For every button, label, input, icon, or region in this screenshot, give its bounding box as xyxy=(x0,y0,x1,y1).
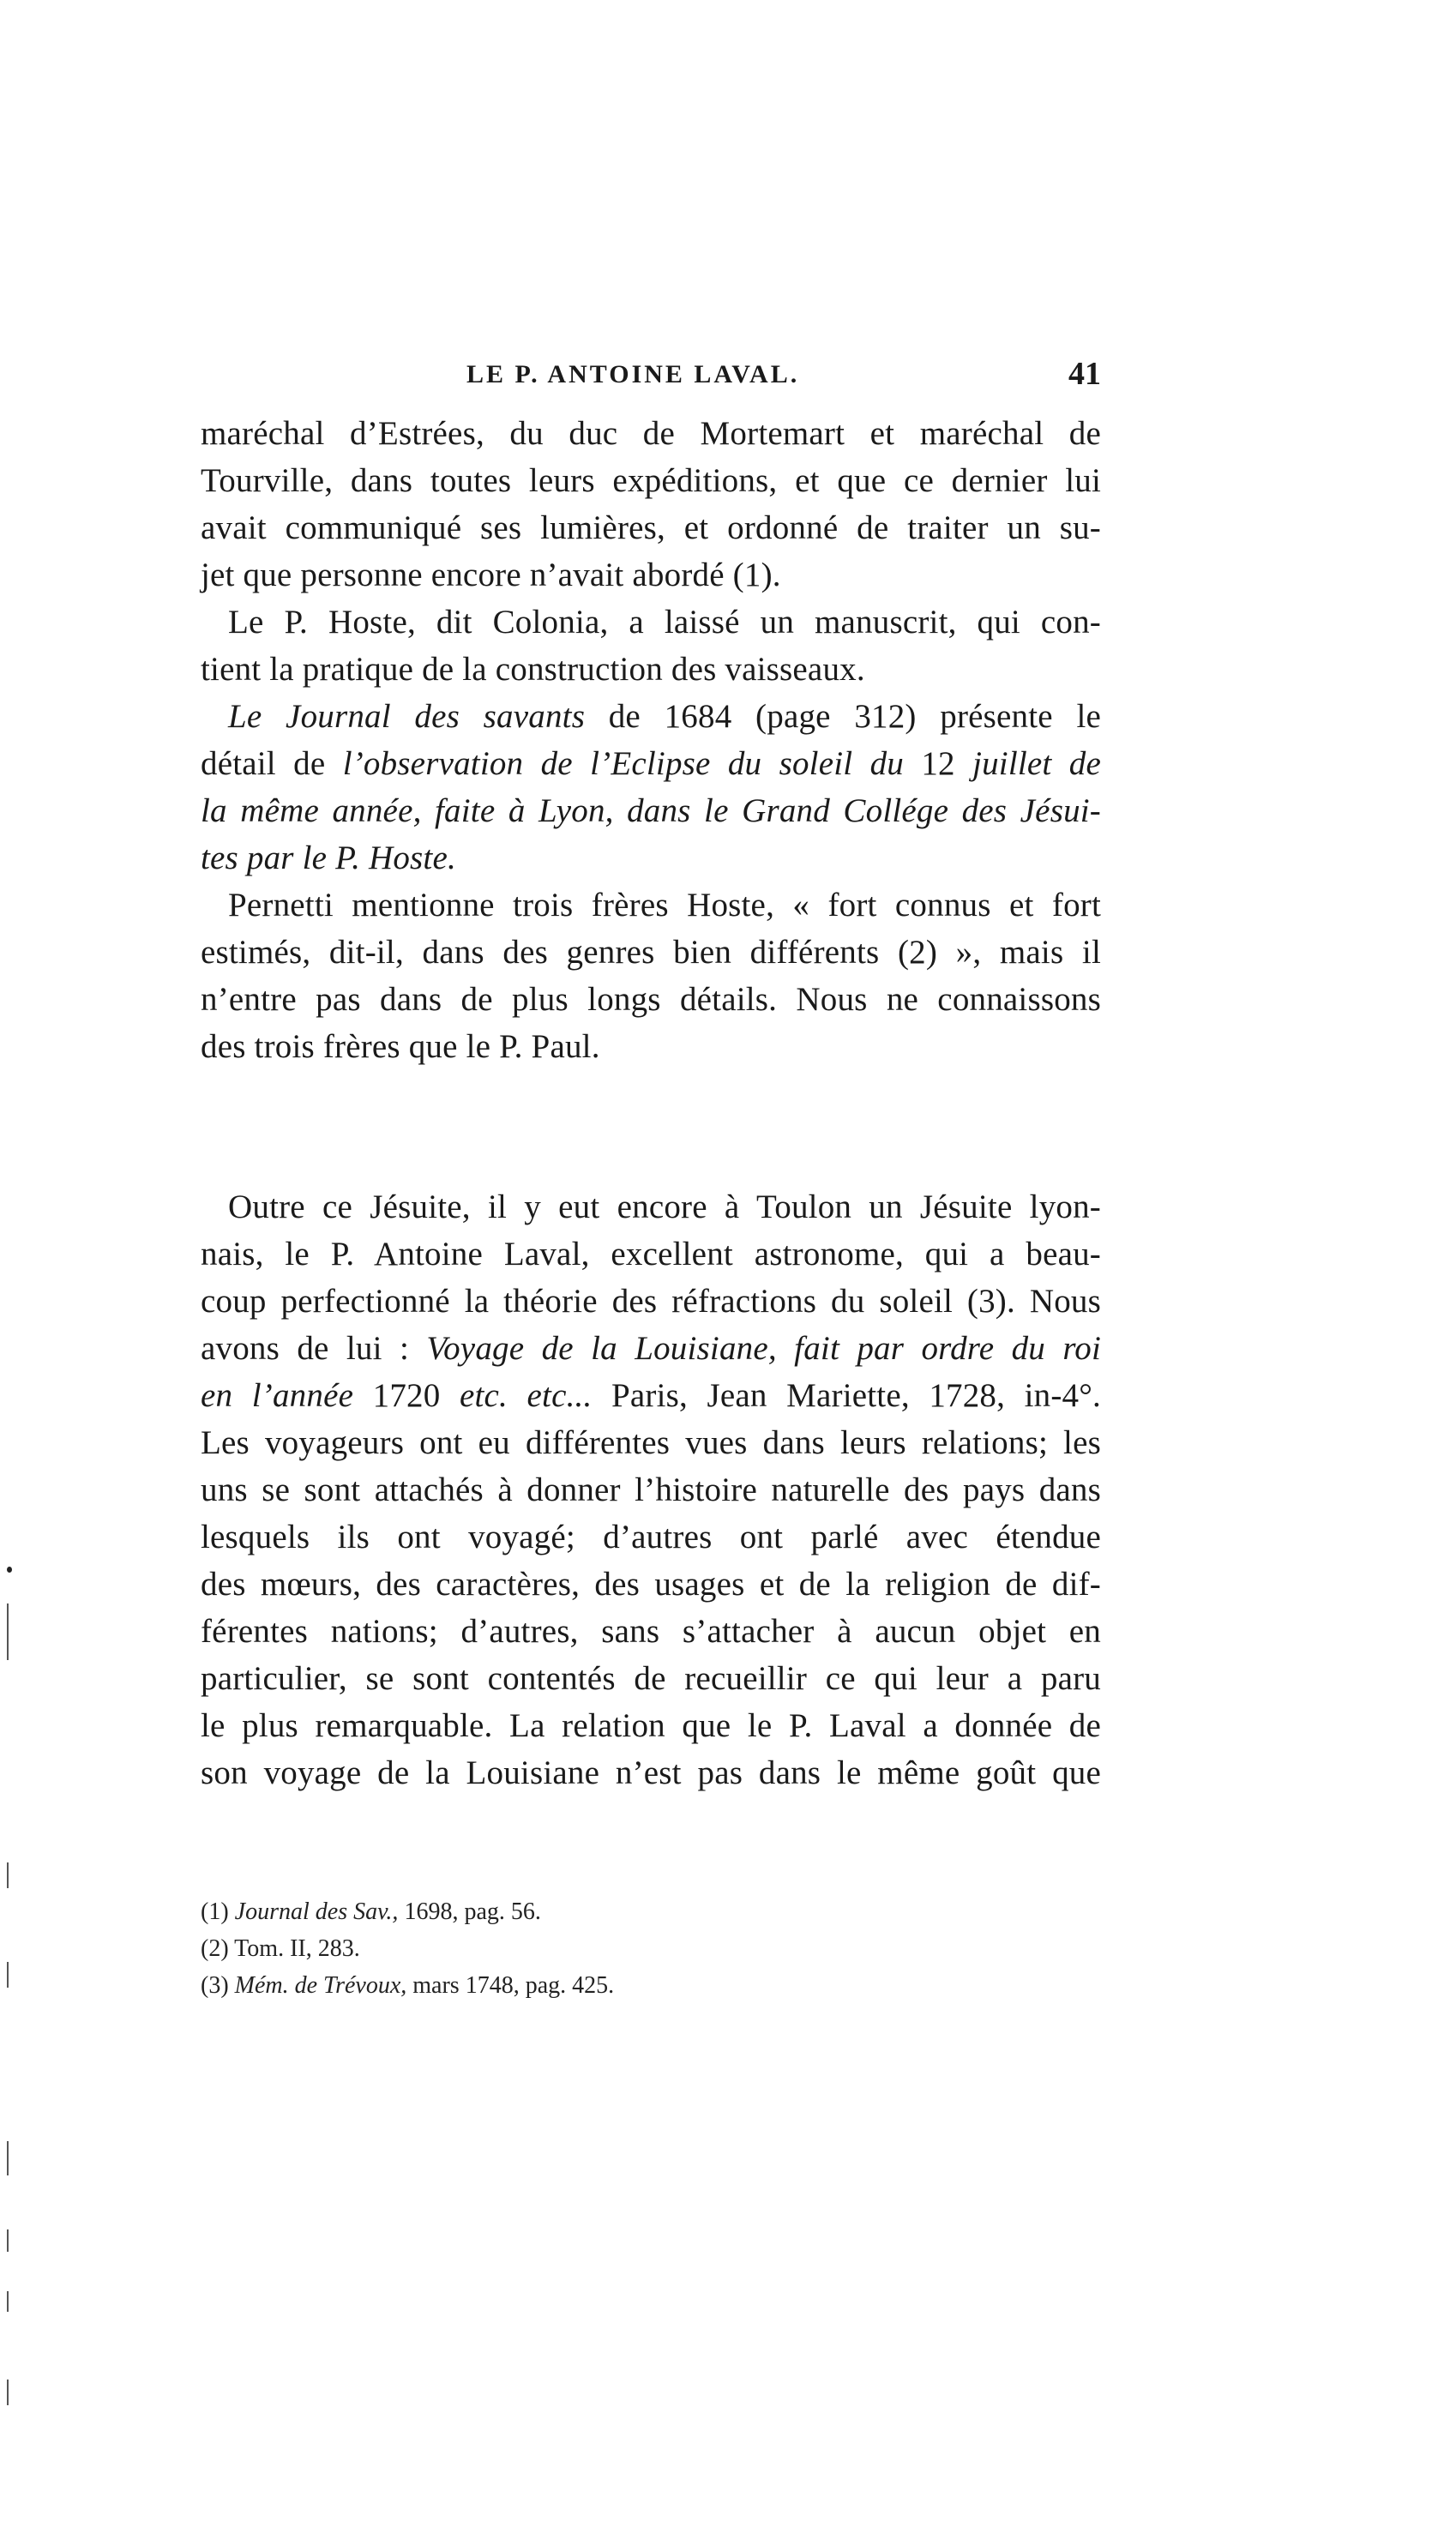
text-run: 12 xyxy=(904,745,973,782)
italic-run: juillet de xyxy=(972,745,1101,782)
footnote-marker: (1) xyxy=(201,1898,229,1925)
margin-dot xyxy=(7,1567,12,1573)
text-line xyxy=(201,740,1101,787)
text-line: tient la pratique de la construction des vaisseaux. xyxy=(201,651,865,688)
text-line: férentes nations; d’autres, sans s’attacher à aucun objet en xyxy=(201,1613,1101,1650)
margin-rule xyxy=(7,2291,9,2312)
text-line: maréchal d’Estrées, du duc de Mortemart et maréchal de xyxy=(201,415,1101,452)
footnote-ref: Tom. II, 283. xyxy=(228,1935,360,1962)
text-run: de 1684 (page 312) présente le xyxy=(585,698,1101,735)
footnote-marker: (3) xyxy=(201,1972,229,1999)
footnote xyxy=(201,1893,887,1930)
footnote xyxy=(201,1967,887,2004)
text-line: avait communiqué ses lumières, et ordonné de traiter un su- xyxy=(201,509,1101,546)
text-line: des trois frères que le P. Paul. xyxy=(201,1028,600,1065)
running-title: LE P. ANTOINE LAVAL. xyxy=(466,360,800,388)
text-line: Le P. Hoste, dit Colonia, a laissé un manuscrit, qui con- xyxy=(228,604,1101,641)
margin-rule xyxy=(7,2380,9,2405)
text-line: Tourville, dans toutes leurs expéditions, et que ce dernier lui xyxy=(201,462,1101,499)
paragraph-2 xyxy=(201,1183,1101,1796)
footnote-marker: (2) xyxy=(201,1935,229,1962)
italic-run: en l’année xyxy=(201,1377,354,1414)
text-line: la même année, faite à Lyon, dans le Grand Collége des Jésui- xyxy=(201,792,1101,829)
margin-rule xyxy=(7,1603,9,1660)
text-line: uns se sont attachés à donner l’histoire naturelle des pays dans xyxy=(201,1471,1101,1508)
footnote-source: Mém. de Trévoux, xyxy=(234,1972,407,1999)
text-line: jet que personne encore n’avait abordé (1). xyxy=(201,557,781,593)
running-head xyxy=(201,356,1101,403)
paragraph-1 xyxy=(201,410,1101,1070)
footnote-ref: 1698, pag. 56. xyxy=(398,1898,541,1925)
footnote-source: Journal des Sav., xyxy=(234,1898,399,1925)
text-line: le plus remarquable. La relation que le P. Laval a donnée de xyxy=(201,1707,1101,1744)
text-line: n’entre pas dans de plus longs détails. Nous ne connaissons xyxy=(201,981,1101,1018)
footnotes xyxy=(201,1893,887,2004)
page-number: 41 xyxy=(1068,356,1101,392)
text-line: tes par le P. Hoste. xyxy=(201,839,456,876)
text-line xyxy=(201,693,1101,740)
text-line: lesquels ils ont voyagé; d’autres ont parlé avec étendue xyxy=(201,1519,1101,1555)
footnote xyxy=(201,1930,887,1967)
margin-rule xyxy=(7,2229,9,2252)
italic-run: l’observation de l’Eclipse du soleil du xyxy=(342,745,904,782)
text-line xyxy=(201,1325,1101,1372)
text-run: détail de xyxy=(201,745,343,782)
margin-rule xyxy=(7,2141,9,2175)
italic-run: etc. etc... xyxy=(460,1377,593,1414)
text-line: nais, le P. Antoine Laval, excellent astronome, qui a beau- xyxy=(201,1236,1101,1273)
text-line: estimés, dit-il, dans des genres bien différents (2) », mais il xyxy=(201,934,1101,971)
margin-rule xyxy=(7,1962,9,1988)
text-line xyxy=(201,1372,1101,1419)
text-run: Paris, Jean Mariette, 1728, in-4°. xyxy=(592,1377,1101,1414)
text-line: Les voyageurs ont eu différentes vues dans leurs relations; les xyxy=(201,1424,1101,1461)
book-title: Voyage de la Louisiane, fait par ordre du roi xyxy=(426,1330,1101,1367)
text-line: particulier, se sont contentés de recueillir ce qui leur a paru xyxy=(201,1660,1101,1697)
footnote-ref: mars 1748, pag. 425. xyxy=(406,1972,615,1999)
text-line: coup perfectionné la théorie des réfractions du soleil (3). Nous xyxy=(201,1283,1101,1320)
text-line: des mœurs, des caractères, des usages et de la religion de dif- xyxy=(201,1566,1101,1603)
text-run: 1720 xyxy=(353,1377,460,1414)
text-line: son voyage de la Louisiane n’est pas dans le même goût que xyxy=(201,1754,1101,1791)
text-line: Pernetti mentionne trois frères Hoste, « fort connus et fort xyxy=(228,887,1101,924)
margin-rule xyxy=(7,1862,9,1888)
journal-title: Le Journal des savants xyxy=(228,698,586,735)
text-run: avons de lui : xyxy=(201,1330,427,1367)
text-line: Outre ce Jésuite, il y eut encore à Toulon un Jésuite lyon- xyxy=(228,1188,1101,1225)
